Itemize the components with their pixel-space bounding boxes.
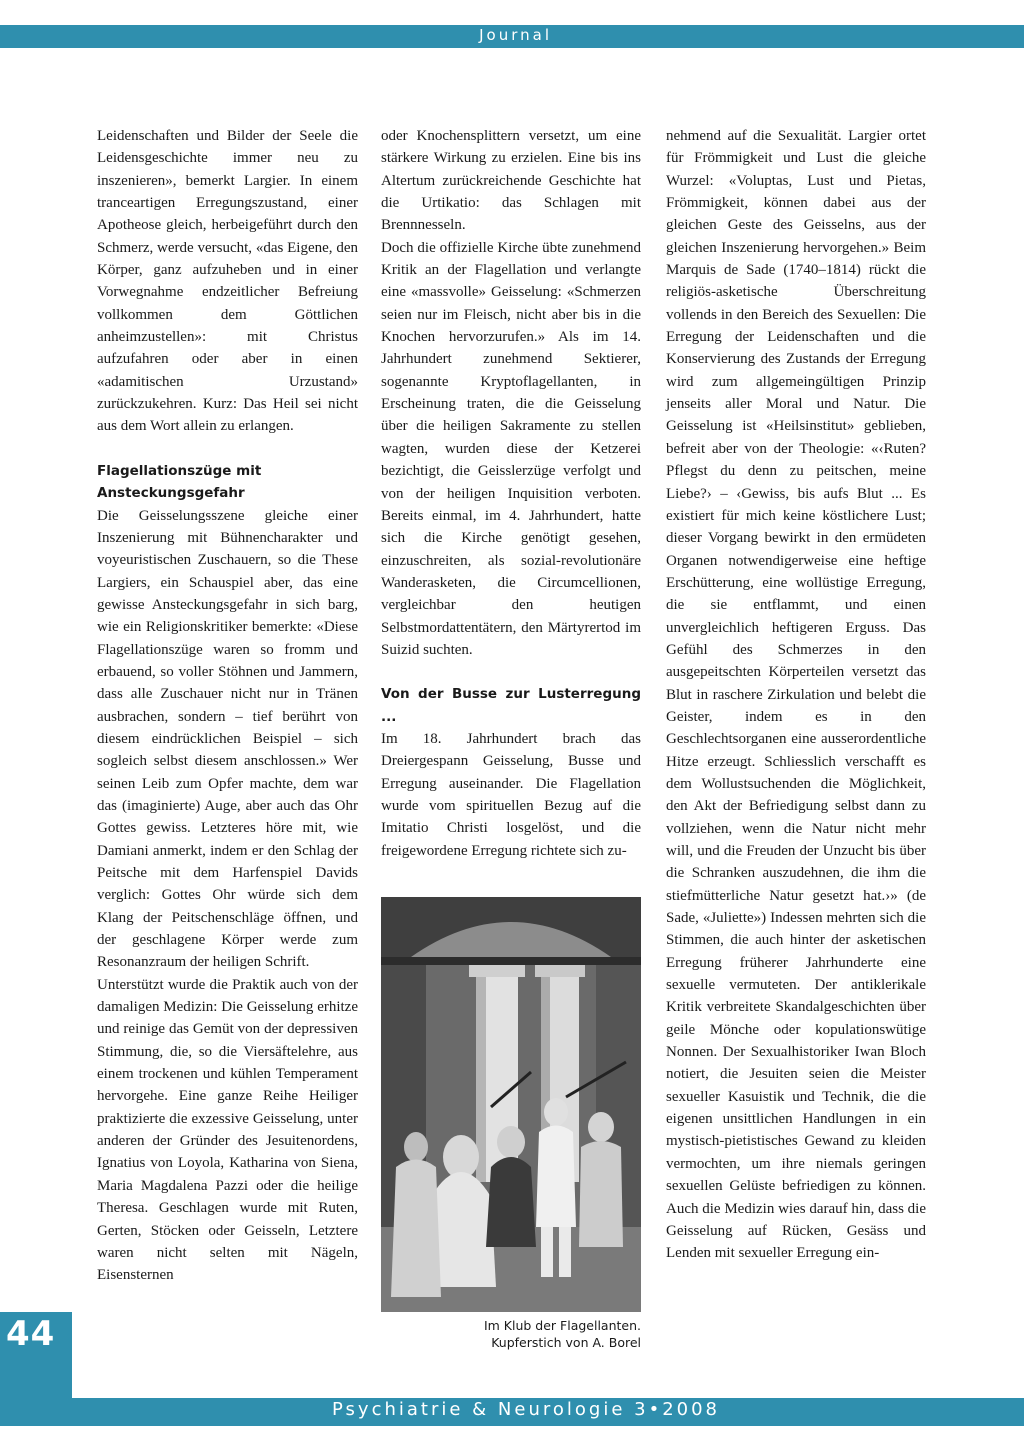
paragraph: Im 18. Jahrhundert brach das Dreiergespann Geisselung, Busse und Erregung auseinander. Die Flagellation wurde vom spirituellen Bezug auf die Imitatio Christi losgelöst, und die freigewordene Erregung richtete sich zu- (381, 730, 641, 859)
paragraph: oder Knochensplittern versetzt, um eine stärkere Wirkung zu erzielen. Eine bis ins Altertum zurückreichende Geschichte hat die Urtikatio: das Schlagen mit Brennnesseln. (381, 128, 641, 234)
text-column-1 (97, 125, 358, 1287)
engraving-illustration (381, 897, 641, 1312)
paragraph: Doch die offizielle Kirche übte zunehmend Kritik an der Flagellation und verlangte eine «massvolle» Geisselung: «Schmerzen seien nur im Fleisch, nicht aber bis in die Knochen hervorzurufen.» Als im 14. Jahrhundert zunehmend Sektierer, sogenannte Kryptoflagellanten, in Erscheinung traten, die die Geisselung über die heiligen Sakramente zu stellen wagten, wurden diese der Ketzerei bezichtigt, die Geisslerzüge verfolgt und von der heiligen Inquisition verboten. Bereits einmal, im 4. Jahrhundert, hatte sich die Kirche genötigt gesehen, einzuschreiten, als sozial-revolutionäre Wanderasketen, die Circumcellionen, vergleichbar den heutigen Selbstmordattentätern, den Märtyrertod im Suizid suchten. (381, 239, 641, 658)
header-bar (0, 25, 1024, 48)
section-title: Journal (479, 26, 552, 44)
page-number: 44 (6, 1314, 56, 1354)
section-heading: Von der Busse zur Lusterregung ... (381, 686, 641, 725)
figure-caption: Im Klub der Flagellanten. Kupferstich von A. Borel (483, 1318, 641, 1350)
text-column-3 (666, 125, 926, 1265)
footer-bar (0, 1398, 1024, 1426)
text-column-2 (381, 125, 641, 862)
journal-title: Psychiatrie & Neurologie 3•2008 (332, 1399, 720, 1420)
paragraph: Leidenschaften und Bilder der Seele die Leidensgeschichte immer neu zu inszenieren», bemerkt Largier. In einem tranceartigen Erregungszustand, einer Apotheose gleich, herbeigeführt durch den Schmerz, werde versucht, «das Eigene, den Körper, ganz aufzuheben und in einer Vorwegnahme endzeitlicher Befreiung vollkommen dem Göttlichen anheimzustellen»: mit Christus aufzufahren oder aber in einen «adamitischen Urzustand» zurückzukehren. Kurz: Das Heil sei nicht aus dem Wort allein zu erlangen. (97, 128, 358, 435)
engraving-image (381, 897, 641, 1312)
paragraph: Die Geisselungsszene gleiche einer Inszenierung mit Bühnencharakter und voyeuristischen Zuschauern, so die These Largiers, ein Schauspiel aber, das eine gewisse Ansteckungsgefahr in sich barg, wie ein Religionskritiker bemerkte: «Diese Flagellationszüge waren so fromm und erbauend, so voller Stöhnen und Jammern, dass alle Zuschauer nicht nur in Tränen ausbrachen, sondern – tief berührt von diesem eindrücklichen Beispiel – sich sogleich selbst diesem anschlossen.» Wer seinen Leib zum Opfer machte, dem war das (imaginierte) Auge, aber auch das Ohr Gottes gewiss. Letzteres höre mit, wie Damiani anmerkt, indem er den Schlag der Peitsche mit dem Harfenspiel Davids verglich: Gottes Ohr würde sich dem Klang der Peitschenschläge öffnen, und der geschlagene Körper werde zum Resonanzraum der heiligen Schrift. (97, 507, 358, 971)
paragraph: nehmend auf die Sexualität. Largier ortet für Frömmigkeit und Lust die gleiche Wurzel: «Voluptas, Lust und Pietas, Frömmigkeit, können dabei aus der gleichen Geste des Geisselns, aus der gleichen Inszenierung hervorgehen.» Beim Marquis de Sade (1740–1814) rückt die religiös-asketische Überschreitung vollends in den Bereich des Sexuellen: Die Erregung der Leidenschaften und die Konservierung des Zustands der Erregung wird zum allgemeingültigen Prinzip jenseits aller Moral und Natur. Die Geisselung ist «Heilsinstitut» geblieben, befreit aber von der Theologie: «‹Ruten? Pflegst du denn zu peitschen, meine Liebe?› – ‹Gewiss, bis aufs Blut ... Es existiert für mich keine köstlichere Lust; dieser Vorgang bewirkt in den ermüdeten Organen notwendigerweise eine heftige Erschütterung, eine wollüstige Erregung, die sie entflammt, und einen unvergleichlich heftigeren Erguss. Das Gefühl des Schmerzes in den ausgepeitschten Körperteilen versetzt das Blut in raschere Zirkulation und belebt die Geister, indem es in den Geschlechtsorganen eine ausserordentliche Hitze erzeugt. Schliesslich verschafft es dem Wollustsuchenden die Möglichkeit, den Akt der Befriedigung selbst dann zu vollziehen, wenn die Natur nicht mehr will, und die Freuden der Unzucht bis über die Schranken auszudehnen, die ihm die stiefmütterliche Natur gesetzt hat.›» (de Sade, «Juliette») Indessen mehrten sich die Stimmen, die auch hinter der asketischen Erregung früherer Jahrhunderte eine sexuelle vermuteten. Der antiklerikale Kritik verbreitete Skandalgeschichten über geile Mönche oder kopulationswütige Nonnen. Der Sexualhistoriker Iwan Bloch notiert, die Jesuiten seien die Meister sexueller Kasuistik und Technik, die die eigenen unsittlichen Handlungen in ein mystisch-pietistisches Gewand zu kleiden vermochten, um ihre niemals geringen sexuellen Gelüste befriedigen zu können. Auch die Medizin wies darauf hin, dass die Geisselung auf Rücken, Gesäss und Lenden mit sexueller Erregung ein- (666, 128, 926, 1262)
section-heading: Flagellationszüge mit Ansteckungsgefahr (97, 462, 262, 502)
paragraph: Unterstützt wurde die Praktik auch von der damaligen Medizin: Die Geisselung erhitze und reinige das Gemüt von der depressiven Stimmung, die, so die Viersäftelehre, aus einem trockenen und kühlen Temperament hervorgehe. Eine ganze Reihe Heiliger praktizierte die exzessive Geisselung, unter anderen der Gründer des Jesuitenordens, Ignatius von Loyola, Katharina von Siena, Maria Magdalena Pazzi oder die heilige Theresa. Geschlagen wurde mit Ruten, Gerten, Stöcken oder Geisseln, Letztere waren nicht selten mit Nägeln, Eisensternen (97, 976, 358, 1284)
